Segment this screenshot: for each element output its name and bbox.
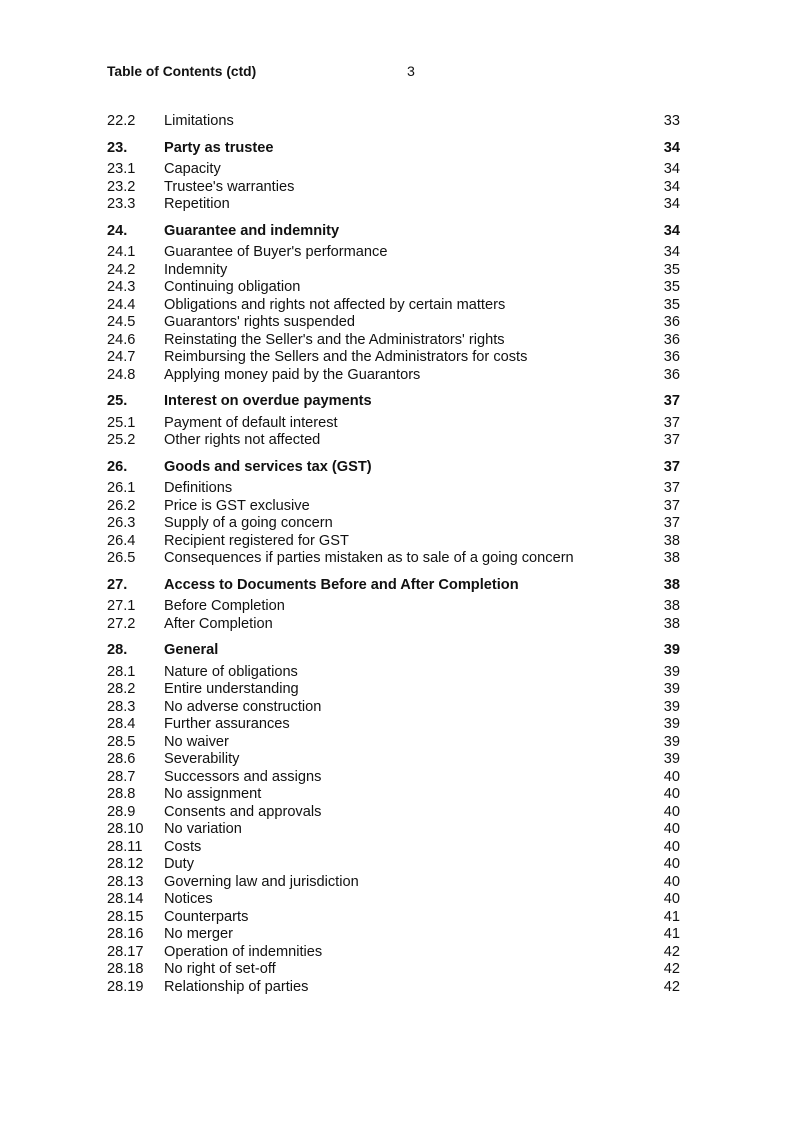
entry-title: Reimbursing the Sellers and the Administrators for costs <box>164 349 528 365</box>
header-title: Table of Contents (ctd) <box>107 64 257 79</box>
toc-row <box>107 297 680 315</box>
entry-page: 37 <box>663 458 680 475</box>
entry-title: Entire understanding <box>164 681 299 697</box>
toc-row <box>107 874 680 892</box>
entry-title: Operation of indemnities <box>164 943 323 960</box>
entry-title: Payment of default interest <box>164 414 338 431</box>
entry-page: 35 <box>663 296 680 313</box>
entry-number: 23.3 <box>107 196 136 212</box>
toc-row <box>107 415 680 433</box>
entry-page: 37 <box>663 480 680 496</box>
entry-page: 39 <box>663 751 680 767</box>
entry-page: 38 <box>663 532 680 549</box>
entry-page: 34 <box>663 178 680 195</box>
entry-title: Severability <box>164 751 240 767</box>
entry-title: Notices <box>164 891 213 907</box>
entry-number: 24.4 <box>107 296 136 313</box>
entry-title: No assignment <box>164 786 262 802</box>
entry-page: 39 <box>663 716 680 732</box>
toc-row <box>107 786 680 804</box>
toc-row <box>107 839 680 857</box>
entry-title: Guarantee of Buyer's performance <box>164 244 388 260</box>
entry-page: 33 <box>663 113 680 129</box>
entry-number: 26.3 <box>107 515 136 531</box>
entry-number: 28.14 <box>107 891 144 907</box>
entry-page: 39 <box>663 733 680 750</box>
entry-page: 38 <box>663 615 680 632</box>
entry-number: 28.8 <box>107 786 136 802</box>
entry-number: 28.9 <box>107 803 136 820</box>
entry-page: 39 <box>663 663 680 680</box>
toc-row <box>107 498 680 516</box>
entry-title: Interest on overdue payments <box>164 393 372 409</box>
entry-title: No waiver <box>164 733 229 750</box>
entry-number: 24.1 <box>107 244 136 260</box>
toc-row <box>107 367 680 385</box>
entry-title: Obligations and rights not affected by certain matters <box>164 296 506 313</box>
entry-number: 28.5 <box>107 733 136 750</box>
entry-title: After Completion <box>164 615 273 632</box>
entry-number: 28.18 <box>107 961 144 977</box>
entry-page: 40 <box>663 768 680 785</box>
toc-row <box>107 349 680 367</box>
toc-row <box>107 769 680 787</box>
entry-title: Relationship of parties <box>164 978 309 995</box>
entry-number: 25.1 <box>107 414 136 431</box>
entry-number: 27.1 <box>107 598 136 614</box>
entry-page: 37 <box>663 393 680 409</box>
toc-row <box>107 314 680 332</box>
toc-row <box>107 856 680 874</box>
toc-row <box>107 979 680 997</box>
entry-number: 28.1 <box>107 663 136 680</box>
entry-number: 28.13 <box>107 873 144 890</box>
page-header <box>107 64 680 80</box>
toc-row <box>107 113 680 131</box>
toc-row <box>107 577 680 595</box>
toc-row <box>107 140 680 158</box>
toc-row <box>107 699 680 717</box>
entry-title: Goods and services tax (GST) <box>164 458 372 475</box>
entry-title: Before Completion <box>164 598 285 614</box>
entry-number: 26.1 <box>107 480 136 496</box>
entry-title: Party as trustee <box>164 139 274 156</box>
toc-row <box>107 550 680 568</box>
toc-row <box>107 161 680 179</box>
entry-title: Supply of a going concern <box>164 515 333 531</box>
entry-page: 36 <box>663 349 680 365</box>
entry-number: 24.3 <box>107 279 136 295</box>
entry-page: 36 <box>663 366 680 383</box>
entry-page: 34 <box>663 161 680 177</box>
toc-row <box>107 804 680 822</box>
toc-row <box>107 196 680 214</box>
entry-number: 28.19 <box>107 978 144 995</box>
entry-title: Access to Documents Before and After Completion <box>164 576 519 593</box>
entry-page: 36 <box>663 314 680 330</box>
toc-row <box>107 598 680 616</box>
entry-page: 36 <box>663 331 680 348</box>
toc-row <box>107 734 680 752</box>
entry-title: Guarantors' rights suspended <box>164 314 355 330</box>
entry-number: 24.2 <box>107 261 136 278</box>
entry-number: 28.7 <box>107 768 136 785</box>
entry-page: 34 <box>663 244 680 260</box>
toc-row <box>107 821 680 839</box>
entry-page: 34 <box>663 222 680 239</box>
entry-title: General <box>164 642 219 658</box>
entry-page: 37 <box>663 432 680 448</box>
entry-title: Definitions <box>164 480 233 496</box>
entry-page: 38 <box>663 598 680 614</box>
entry-title: No right of set-off <box>164 961 276 977</box>
entry-title: Continuing obligation <box>164 279 301 295</box>
entry-number: 24. <box>107 222 128 239</box>
entry-page: 40 <box>663 873 680 890</box>
toc-row <box>107 432 680 450</box>
entry-page: 40 <box>663 838 680 855</box>
entry-number: 27. <box>107 576 128 593</box>
entry-number: 24.7 <box>107 349 136 365</box>
entry-number: 25.2 <box>107 432 136 448</box>
entry-number: 28.6 <box>107 751 136 767</box>
toc-row <box>107 223 680 241</box>
entry-page: 41 <box>663 926 680 942</box>
toc-row <box>107 944 680 962</box>
toc-row <box>107 664 680 682</box>
toc-row <box>107 961 680 979</box>
entry-title: Successors and assigns <box>164 768 322 785</box>
entry-title: Indemnity <box>164 261 228 278</box>
entry-page: 42 <box>663 978 680 995</box>
entry-title: Governing law and jurisdiction <box>164 873 359 890</box>
entry-title: No adverse construction <box>164 698 322 715</box>
entry-number: 23. <box>107 139 128 156</box>
entry-title: Guarantee and indemnity <box>164 222 340 239</box>
toc-row <box>107 909 680 927</box>
entry-title: Further assurances <box>164 716 290 732</box>
entry-number: 23.2 <box>107 178 136 195</box>
entry-title: Price is GST exclusive <box>164 497 310 514</box>
toc-row <box>107 515 680 533</box>
entry-number: 24.5 <box>107 314 136 330</box>
entry-page: 38 <box>663 550 680 566</box>
entry-title: Reinstating the Seller's and the Administrators' rights <box>164 331 505 348</box>
entry-page: 37 <box>663 497 680 514</box>
entry-number: 26. <box>107 458 128 475</box>
header-page-number: 3 <box>407 64 415 80</box>
entry-number: 28.3 <box>107 698 136 715</box>
entry-number: 26.4 <box>107 532 136 549</box>
entry-number: 28.4 <box>107 716 136 732</box>
toc-row <box>107 480 680 498</box>
toc-row <box>107 533 680 551</box>
entry-title: Consents and approvals <box>164 803 322 820</box>
toc-row <box>107 244 680 262</box>
toc-row <box>107 459 680 477</box>
entry-title: No variation <box>164 821 242 837</box>
entry-number: 28.11 <box>107 838 143 855</box>
entry-page: 40 <box>663 891 680 907</box>
entry-page: 34 <box>663 196 680 212</box>
entry-number: 28.10 <box>107 821 144 837</box>
toc-row <box>107 891 680 909</box>
toc-row <box>107 262 680 280</box>
entry-page: 41 <box>663 908 680 925</box>
entry-number: 28.17 <box>107 943 144 960</box>
entry-number: 25. <box>107 393 128 409</box>
toc-row <box>107 279 680 297</box>
entry-title: Recipient registered for GST <box>164 532 349 549</box>
entry-page: 40 <box>663 803 680 820</box>
entry-title: Consequences if parties mistaken as to sale of a going concern <box>164 550 574 566</box>
entry-title: Nature of obligations <box>164 663 298 680</box>
toc-row <box>107 926 680 944</box>
entry-number: 28.16 <box>107 926 144 942</box>
entry-page: 42 <box>663 961 680 977</box>
entry-title: Costs <box>164 838 202 855</box>
entry-number: 22.2 <box>107 113 136 129</box>
toc-list <box>107 113 680 996</box>
entry-page: 42 <box>663 943 680 960</box>
entry-title: Capacity <box>164 161 221 177</box>
toc-row <box>107 716 680 734</box>
entry-title: No merger <box>164 926 233 942</box>
entry-number: 24.6 <box>107 331 136 348</box>
entry-page: 38 <box>663 576 680 593</box>
entry-page: 40 <box>663 856 680 872</box>
entry-title: Repetition <box>164 196 230 212</box>
entry-page: 34 <box>663 139 680 156</box>
entry-page: 39 <box>663 681 680 697</box>
entry-title: Counterparts <box>164 908 249 925</box>
entry-page: 39 <box>663 642 680 658</box>
entry-title: Applying money paid by the Guarantors <box>164 366 421 383</box>
toc-row <box>107 616 680 634</box>
entry-page: 40 <box>663 821 680 837</box>
toc-row <box>107 681 680 699</box>
entry-number: 28.2 <box>107 681 136 697</box>
entry-page: 37 <box>663 515 680 531</box>
toc-row <box>107 751 680 769</box>
toc-row <box>107 332 680 350</box>
entry-number: 28. <box>107 642 128 658</box>
entry-number: 24.8 <box>107 366 136 383</box>
entry-page: 37 <box>663 414 680 431</box>
toc-row <box>107 393 680 411</box>
entry-page: 40 <box>663 786 680 802</box>
entry-page: 35 <box>663 279 680 295</box>
entry-number: 26.2 <box>107 497 136 514</box>
entry-page: 35 <box>663 261 680 278</box>
entry-number: 27.2 <box>107 615 136 632</box>
toc-row <box>107 642 680 660</box>
entry-title: Trustee's warranties <box>164 178 295 195</box>
entry-number: 28.12 <box>107 856 144 872</box>
entry-number: 23.1 <box>107 161 136 177</box>
entry-title: Duty <box>164 856 195 872</box>
toc-row <box>107 179 680 197</box>
entry-number: 28.15 <box>107 908 144 925</box>
entry-page: 39 <box>663 698 680 715</box>
entry-title: Limitations <box>164 113 234 129</box>
entry-title: Other rights not affected <box>164 432 321 448</box>
entry-number: 26.5 <box>107 550 136 566</box>
